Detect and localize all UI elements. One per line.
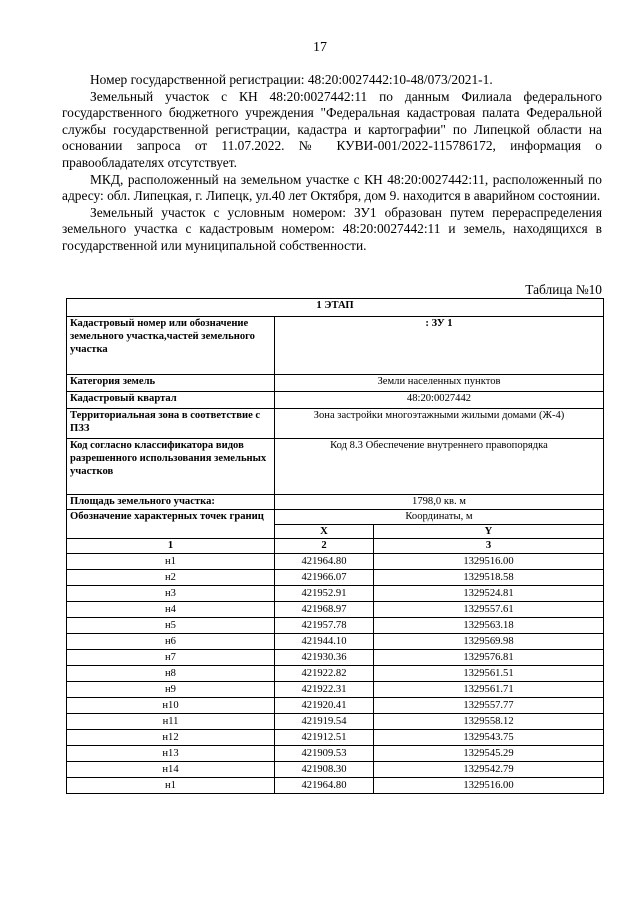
point-cell: н8 — [67, 666, 275, 682]
x-coordinate-cell: 421912.51 — [275, 730, 374, 746]
y-coordinate-cell: 1329545.29 — [374, 746, 604, 762]
info-value-cadastral-number: : ЗУ 1 — [275, 317, 604, 375]
point-cell: н11 — [67, 714, 275, 730]
x-coordinate-cell: 421964.80 — [275, 554, 374, 570]
x-coordinate-cell: 421966.07 — [275, 570, 374, 586]
y-coordinate-cell: 1329576.81 — [374, 650, 604, 666]
x-coordinate-cell: 421922.31 — [275, 682, 374, 698]
info-label-territorial-zone: Территориальная зона в соответствие с ПЗЗ — [67, 409, 275, 439]
y-header: Y — [374, 525, 604, 539]
info-label-cadastral-quarter: Кадастровый квартал — [67, 392, 275, 409]
point-cell: н9 — [67, 682, 275, 698]
table-row — [67, 650, 604, 666]
point-cell: н1 — [67, 554, 275, 570]
point-cell: н7 — [67, 650, 275, 666]
info-label-usage-code: Код согласно классификатора видов разрешенного использования земельных участков — [67, 439, 275, 495]
stage-header: 1 ЭТАП — [67, 299, 604, 317]
x-coordinate-cell: 421909.53 — [275, 746, 374, 762]
x-coordinate-cell: 421920.41 — [275, 698, 374, 714]
point-cell: н5 — [67, 618, 275, 634]
x-coordinate-cell: 421952.91 — [275, 586, 374, 602]
y-coordinate-cell: 1329561.71 — [374, 682, 604, 698]
point-cell: н14 — [67, 762, 275, 778]
y-coordinate-cell: 1329561.51 — [374, 666, 604, 682]
info-label-area: Площадь земельного участка: — [67, 495, 275, 510]
y-coordinate-cell: 1329557.61 — [374, 602, 604, 618]
table-row — [67, 778, 604, 794]
paragraph-land-plot: Земельный участок с КН 48:20:0027442:11 по данным Филиала федерального государственного бюджетного учреждения "Федеральная кадастровая палата Федеральной службы государственной регистрации, кадастра и картографии" по Липецкой области на основании запроса от 11.07.2022. № КУВИ-001/2022-115786172, информация о правообладателях отсутствует. — [62, 88, 602, 170]
coordinate-rows — [67, 554, 604, 794]
paragraph-registration: Номер государственной регистрации: 48:20:0027442:10-48/073/2021-1. — [90, 72, 493, 87]
point-cell: н4 — [67, 602, 275, 618]
info-label-land-category: Категория земель — [67, 375, 275, 392]
table-row — [67, 586, 604, 602]
y-coordinate-cell: 1329516.00 — [374, 778, 604, 794]
x-coordinate-cell: 421908.30 — [275, 762, 374, 778]
y-coordinate-cell: 1329543.75 — [374, 730, 604, 746]
column-number-2: 2 — [275, 539, 374, 554]
page-number: 17 — [313, 40, 327, 55]
paragraph-zu1: Земельный участок с условным номером: ЗУ1 образован путем перераспределения земельного участка с кадастровым номером: 48:20:0027442:11 и земель, находящихся в государственной или муниципальной собственности. — [62, 204, 602, 253]
paragraph-mkd: МКД, расположенный на земельном участке с КН 48:20:0027442:11, расположенный по адресу: обл. Липецкая, г. Липецк, ул.40 лет Октября, дом 9. находится в аварийном состоянии. — [62, 171, 602, 204]
x-coordinate-cell: 421922.82 — [275, 666, 374, 682]
x-header: X — [275, 525, 374, 539]
y-coordinate-cell: 1329524.81 — [374, 586, 604, 602]
point-cell: н6 — [67, 634, 275, 650]
table-row — [67, 570, 604, 586]
info-label-cadastral-number: Кадастровый номер или обозначение земельного участка,частей земельного участка — [67, 317, 275, 375]
column-number-3: 3 — [374, 539, 604, 554]
info-value-land-category: Земли населенных пунктов — [275, 375, 604, 392]
table-row — [67, 762, 604, 778]
point-cell: н12 — [67, 730, 275, 746]
x-coordinate-cell: 421968.97 — [275, 602, 374, 618]
table-row — [67, 554, 604, 570]
coords-header: Координаты, м — [275, 510, 604, 525]
info-value-usage-code: Код 8.3 Обеспечение внутреннего правопорядка — [275, 439, 604, 495]
column-number-1: 1 — [67, 539, 275, 554]
table-row — [67, 618, 604, 634]
table-row — [67, 682, 604, 698]
x-coordinate-cell: 421930.36 — [275, 650, 374, 666]
x-coordinate-cell: 421964.80 — [275, 778, 374, 794]
x-coordinate-cell: 421957.78 — [275, 618, 374, 634]
y-coordinate-cell: 1329569.98 — [374, 634, 604, 650]
table-row — [67, 666, 604, 682]
y-coordinate-cell: 1329563.18 — [374, 618, 604, 634]
table-row — [67, 746, 604, 762]
y-coordinate-cell: 1329518.58 — [374, 570, 604, 586]
point-cell: н13 — [67, 746, 275, 762]
point-cell: н10 — [67, 698, 275, 714]
table-caption: Таблица №10 — [525, 282, 602, 297]
info-value-territorial-zone: Зона застройки многоэтажными жилыми домами (Ж-4) — [275, 409, 604, 439]
info-value-area: 1798,0 кв. м — [275, 495, 604, 510]
table-row — [67, 730, 604, 746]
y-coordinate-cell: 1329557.77 — [374, 698, 604, 714]
point-cell: н3 — [67, 586, 275, 602]
body-text — [62, 72, 602, 255]
x-coordinate-cell: 421944.10 — [275, 634, 374, 650]
points-header: Обозначение характерных точек границ — [67, 510, 275, 539]
point-cell: н2 — [67, 570, 275, 586]
y-coordinate-cell: 1329516.00 — [374, 554, 604, 570]
land-plot-table — [66, 298, 604, 794]
table-row — [67, 698, 604, 714]
y-coordinate-cell: 1329558.12 — [374, 714, 604, 730]
info-value-cadastral-quarter: 48:20:0027442 — [275, 392, 604, 409]
table-row — [67, 714, 604, 730]
y-coordinate-cell: 1329542.79 — [374, 762, 604, 778]
x-coordinate-cell: 421919.54 — [275, 714, 374, 730]
point-cell: н1 — [67, 778, 275, 794]
table-row — [67, 634, 604, 650]
table-row — [67, 602, 604, 618]
